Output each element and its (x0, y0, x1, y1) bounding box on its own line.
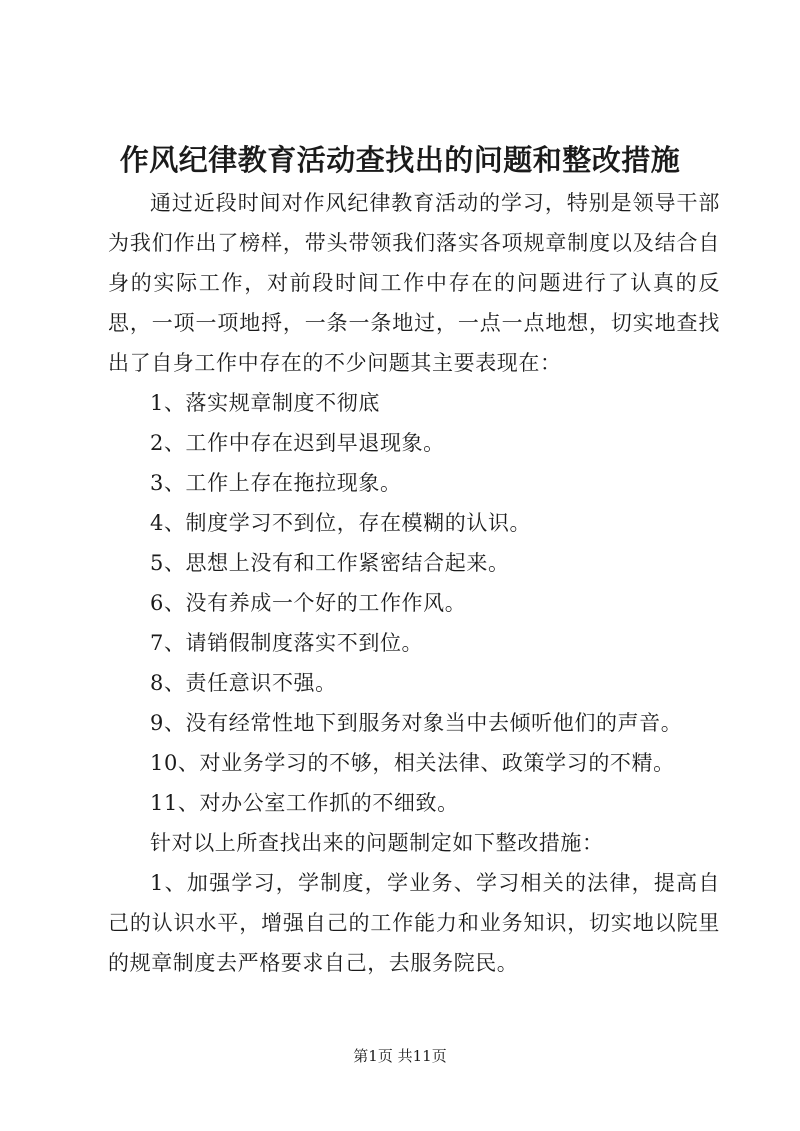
intro-paragraph: 通过近段时间对作风纪律教育活动的学习，特别是领导干部为我们作出了榜样，带头带领我们落实各项规章制度以及结合自身的实际工作，对前段时间工作中存在的问题进行了认真的反思，一项一项地捋，一条一条地过，一点一点地想，切实地查找出了自身工作中存在的不少问题其主要表现在： (108, 191, 720, 375)
problem-item: 7、请销假制度落实不到位。 (150, 631, 424, 655)
problem-item: 10、对业务学习的不够，相关法律、政策学习的不精。 (150, 751, 675, 775)
measures-intro-paragraph: 针对以上所查找出来的问题制定如下整改措施： (150, 831, 604, 855)
measure-paragraph: 1、加强学习，学制度，学业务、学习相关的法律，提高自己的认识水平，增强自己的工作能力和业务知识，切实地以院里的规章制度去严格要求自己，去服务院民。 (108, 871, 720, 975)
problem-list (108, 383, 720, 823)
page-footer: 第1页 共11页 (353, 1047, 447, 1065)
document-title: 作风纪律教育活动查找出的问题和整改措施 (119, 143, 681, 177)
problem-item: 3、工作上存在拖拉现象。 (150, 471, 402, 495)
problem-item: 11、对办公室工作抓的不细致。 (150, 791, 459, 815)
problem-item: 4、制度学习不到位，存在模糊的认识。 (150, 511, 532, 535)
problem-item: 9、没有经常性地下到服务对象当中去倾听他们的声音。 (150, 711, 683, 735)
problem-item: 6、没有养成一个好的工作作风。 (150, 591, 467, 615)
problem-item: 1、落实规章制度不彻底 (150, 391, 380, 415)
document-body (108, 183, 720, 983)
problem-item: 8、责任意识不强。 (150, 671, 337, 695)
problem-item: 2、工作中存在迟到早退现象。 (150, 431, 445, 455)
problem-item: 5、思想上没有和工作紧密结合起来。 (150, 551, 510, 575)
